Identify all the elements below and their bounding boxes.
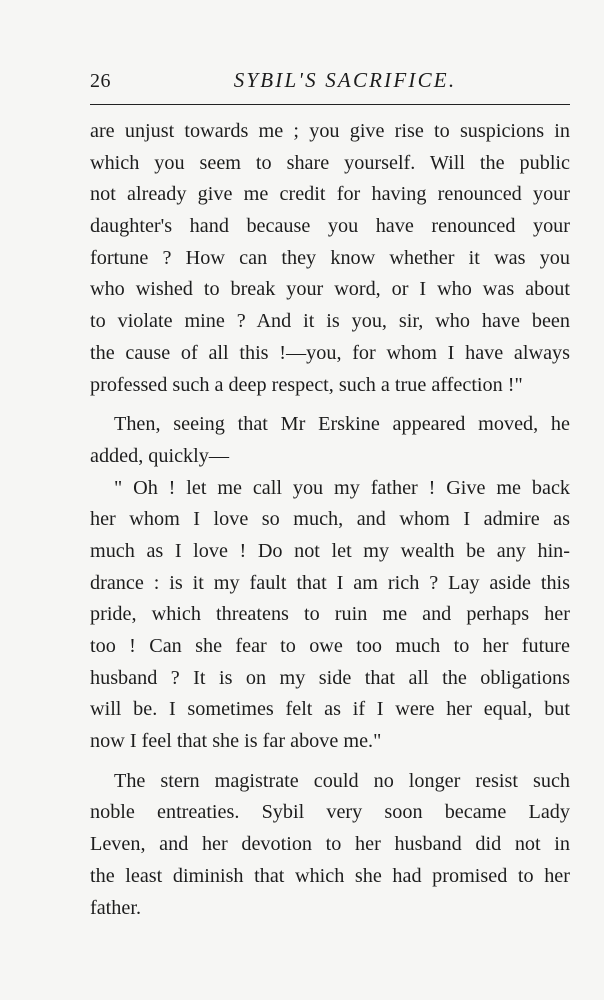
running-title: SYBIL'S SACRIFICE. [233,68,457,92]
text-line: the cause of all this !—you, for whom I have always [90,341,570,364]
header-rule [90,104,570,105]
paragraph-gap [90,758,570,766]
text-line: who wished to break your word, or I who was about [90,278,570,301]
text-line: to violate mine ? And it is you, sir, who have been [90,310,570,333]
text-line: which you seem to share yourself. Will the public [90,151,570,174]
paragraph-gap [90,401,570,409]
text-line: too ! Can she fear to owe too much to her future [90,635,570,657]
text-line: now I feel that she is far above me." [90,730,382,753]
text-line: drance : is it my fault that I am rich ? Lay aside this [90,571,570,594]
text-line: fortune ? How can they know whether it was you [90,246,570,269]
text-line: added, quickly— [90,444,230,467]
text-line: " Oh ! let me call you my father ! Give me back [114,476,570,499]
text-line: husband ? It is on my side that all the obligations [90,666,570,689]
body-text [90,116,570,924]
text-line: noble entreaties. Sybil very soon became Lady [90,801,570,824]
text-line: father. [90,896,142,919]
page-header [90,64,570,94]
text-line: professed such a deep respect, such a true affection !" [90,373,523,396]
text-line: the least diminish that which she had promised to her [90,864,570,887]
text-line: are unjust towards me ; you give rise to suspicions in [90,120,570,142]
text-line: Leven, and her devotion to her husband did not in [90,833,570,856]
text-line: her whom I love so much, and whom I admire as [90,508,570,531]
text-line: not already give me credit for having renounced your [90,183,570,206]
text-line: pride, which threatens to ruin me and perhaps her [90,603,570,626]
text-line: The stern magistrate could no longer resist such [114,769,570,792]
text-line: will be. I sometimes felt as if I were her equal, but [90,698,570,721]
text-line: Then, seeing that Mr Erskine appeared moved, he [114,413,570,436]
text-line: daughter's hand because you have renounced your [90,215,570,238]
text-line: much as I love ! Do not let my wealth be any hin- [90,539,570,562]
page-number: 26 [90,70,111,92]
